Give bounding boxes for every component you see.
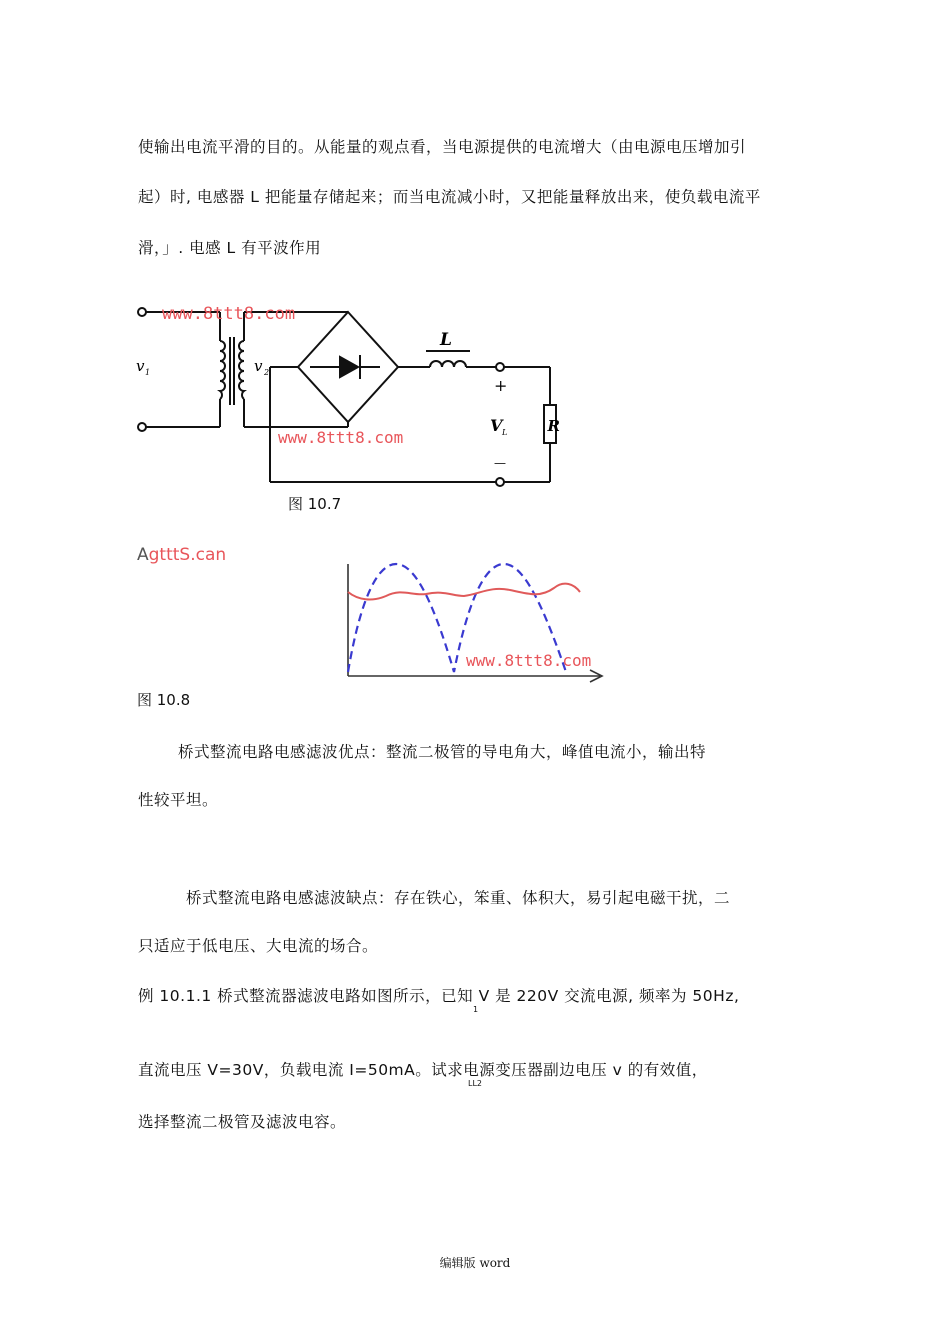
subscript: 1 bbox=[473, 1005, 479, 1014]
paragraph-line: 只适应于低电压、大电流的场合。 bbox=[138, 937, 379, 955]
label-rl: R bbox=[547, 417, 560, 435]
paragraph-line: 起）时, 电感器 L 把能量存储起来；而当电流减小时，又把能量释放出来，使负载电流平 bbox=[138, 188, 761, 206]
label-vl-sub: L bbox=[502, 428, 508, 437]
label-v2: v bbox=[254, 357, 263, 375]
paragraph-line: 桥式整流电路电感滤波缺点：存在铁心，笨重、体积大，易引起电磁干扰，二 bbox=[186, 889, 731, 907]
watermark: www.8ttt8.com bbox=[162, 304, 296, 324]
logo-text bbox=[137, 545, 226, 565]
label-minus: — bbox=[494, 456, 506, 470]
logo-letter: A bbox=[137, 545, 149, 565]
bridge-rectifier-circuit-diagram bbox=[130, 295, 560, 495]
label-v1-sub: 1 bbox=[145, 368, 151, 377]
watermark: www.8ttt8.com bbox=[466, 651, 592, 670]
paragraph-line: 直流电压 V=30V，负载电流 I=50mA。试求电源变压器副边电压 v 的有效值， bbox=[138, 1061, 708, 1079]
label-vl: V bbox=[490, 416, 503, 435]
paragraph-line: 选择整流二极管及滤波电容。 bbox=[138, 1113, 347, 1131]
paragraph-line: 使输出电流平滑的目的。从能量的观点看，当电源提供的电流增大（由电源电压增加引 bbox=[138, 138, 747, 156]
logo-rest: gtttS.can bbox=[148, 545, 227, 565]
figure-caption: 图 10.8 bbox=[137, 691, 191, 709]
watermark: www.8ttt8.com bbox=[278, 428, 404, 447]
figure-caption: 图 10.7 bbox=[288, 495, 342, 513]
subscript: LL2 bbox=[468, 1079, 483, 1088]
label-v1: v bbox=[136, 357, 145, 375]
page-footer: 编辑版 word bbox=[439, 1256, 511, 1270]
paragraph-line: 桥式整流电路电感滤波优点：整流二极管的导电角大，峰值电流小，输出特 bbox=[178, 743, 707, 761]
label-v2-sub: 2 bbox=[264, 368, 270, 377]
paragraph-line: 例 10.1.1 桥式整流器滤波电路如图所示，已知 V 是 220V 交流电源, 频率为 50Hz, bbox=[138, 987, 740, 1005]
label-plus: + bbox=[494, 376, 508, 395]
dc-output-waveform bbox=[348, 584, 580, 600]
paragraph-line: 性较平坦。 bbox=[138, 791, 219, 809]
paragraph-line: 滑，」. 电感 L 有平波作用 bbox=[138, 239, 322, 257]
label-inductor: L bbox=[440, 330, 452, 350]
